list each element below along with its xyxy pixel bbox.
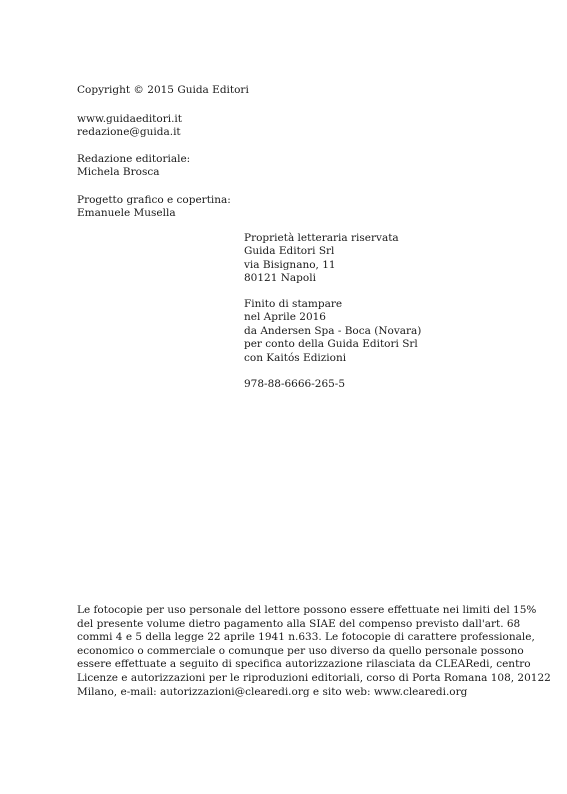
design-name: Emanuele Musella	[77, 207, 176, 220]
legal-notice-line: essere effettuate a seguito di specifica autorizzazione rilasciata da CLEARedi, centro	[77, 658, 531, 671]
publisher-city: 80121 Napoli	[244, 272, 316, 285]
design-block	[77, 194, 231, 221]
printing-partner: con Kaitós Edizioni	[244, 351, 347, 364]
publisher-name: Guida Editori Srl	[244, 245, 335, 258]
printing-on-behalf: per conto della Guida Editori Srl	[244, 338, 418, 351]
website-text: www.guidaeditori.it	[77, 113, 183, 125]
editorial-name: Michela Brosca	[77, 166, 160, 179]
legal-notice-line: commi 4 e 5 della legge 22 aprile 1941 n.633. Le fotocopie di carattere professionale,	[77, 631, 535, 644]
printing-block	[244, 298, 421, 365]
copyright-text: Copyright © 2015 Guida Editori	[77, 84, 249, 96]
design-label: Progetto grafico e copertina:	[77, 194, 231, 206]
rights-line: Proprietà letteraria riservata	[244, 232, 399, 244]
legal-notice	[77, 604, 551, 699]
email-text: redazione@guida.it	[77, 126, 181, 139]
isbn-block	[244, 378, 345, 391]
printing-date: nel Aprile 2016	[244, 311, 326, 324]
contacts-block	[77, 113, 182, 140]
editorial-block	[77, 153, 190, 180]
printer-name: da Andersen Spa - Boca (Novara)	[244, 324, 422, 337]
rights-block	[244, 232, 399, 286]
publisher-street: via Bisignano, 11	[244, 258, 336, 271]
legal-notice-line: Milano, e-mail: autorizzazioni@clearedi.org e sito web: www.clearedi.org	[77, 685, 468, 698]
legal-notice-line: del presente volume dietro pagamento alla SIAE del compenso previsto dall'art. 68	[77, 617, 521, 630]
editorial-label: Redazione editoriale:	[77, 153, 191, 165]
legal-notice-line: economico o commerciale o comunque per uso diverso da quello personale possono	[77, 644, 524, 657]
legal-notice-line: Le fotocopie per uso personale del lettore possono essere effettuate nei limiti del 15%	[77, 604, 537, 616]
legal-notice-line: Licenze e autorizzazioni per le riproduzioni editoriali, corso di Porta Romana 108, 20122	[77, 671, 551, 684]
printing-line: Finito di stampare	[244, 298, 343, 310]
copyright-block	[77, 84, 249, 97]
isbn-text: 978-88-6666-265-5	[244, 378, 346, 390]
